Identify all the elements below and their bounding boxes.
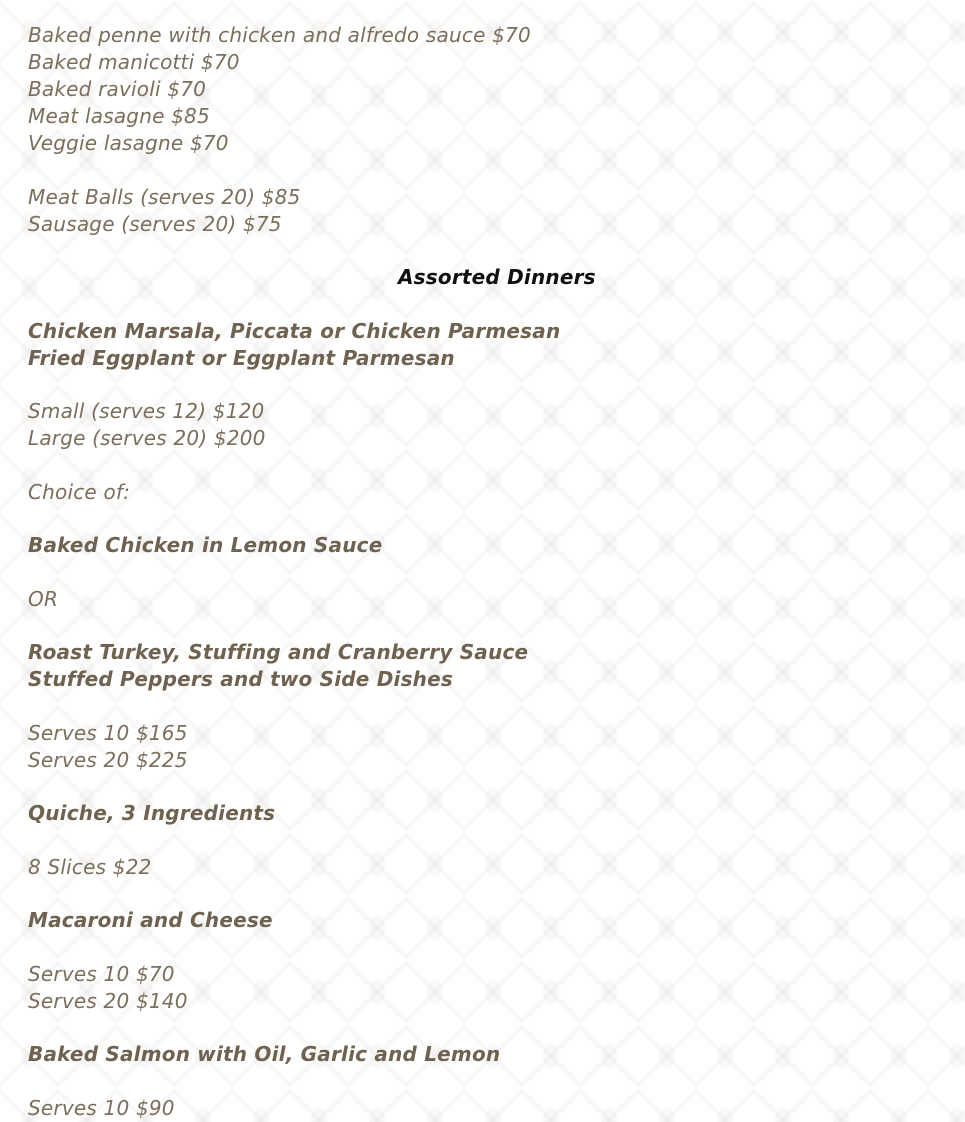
dish-title: Fried Eggplant or Eggplant Parmesan: [28, 345, 455, 370]
menu-item: Baked penne with chicken and alfredo sauce $70: [28, 23, 531, 47]
dish-title: Baked Chicken in Lemon Sauce: [28, 533, 383, 557]
spacer: [28, 452, 588, 479]
menu-item: Baked ravioli $70: [28, 77, 207, 101]
spacer: [28, 238, 588, 265]
dish-title: Stuffed Peppers and two Side Dishes: [28, 667, 453, 691]
or-label: OR: [28, 586, 59, 611]
menu-item: Baked manicotti $70: [28, 50, 240, 74]
size-price: Serves 10 $90: [28, 1095, 175, 1120]
dish-title: Chicken Marsala, Piccata or Chicken Parmesan: [28, 318, 561, 343]
spacer: [28, 372, 588, 399]
menu-item: Sausage (serves 20) $75: [28, 211, 282, 236]
size-price: Serves 20 $140: [28, 988, 188, 1013]
size-price: 8 Slices $22: [28, 854, 152, 879]
size-price: Large (serves 20) $200: [28, 426, 266, 450]
dish-title: Macaroni and Cheese: [28, 908, 273, 932]
size-price: Serves 20 $225: [28, 747, 188, 772]
spacer: [28, 559, 588, 586]
menu-list: [28, 22, 596, 1122]
size-price: Serves 10 $165: [28, 720, 188, 745]
spacer: [28, 827, 588, 854]
spacer: [28, 934, 588, 961]
section-heading-assorted-dinners: Assorted Dinners: [398, 265, 596, 289]
spacer: [28, 157, 588, 184]
choice-label: Choice of:: [28, 479, 131, 504]
spacer: [28, 291, 588, 318]
size-price: Small (serves 12) $120: [28, 399, 265, 423]
dish-title: Roast Turkey, Stuffing and Cranberry Sauce: [28, 640, 529, 664]
spacer: [28, 1015, 588, 1042]
spacer: [28, 1068, 588, 1095]
spacer: [28, 613, 588, 640]
menu-item: Meat Balls (serves 20) $85: [28, 184, 301, 209]
size-price: Serves 10 $70: [28, 961, 175, 986]
dish-title: Quiche, 3 Ingredients: [28, 801, 276, 825]
menu-item: Veggie lasagne $70: [28, 131, 229, 155]
spacer: [28, 506, 588, 533]
spacer: [28, 693, 588, 720]
menu-item: Meat lasagne $85: [28, 104, 210, 128]
dish-title: Baked Salmon with Oil, Garlic and Lemon: [28, 1042, 501, 1066]
spacer: [28, 881, 588, 908]
spacer: [28, 774, 588, 801]
